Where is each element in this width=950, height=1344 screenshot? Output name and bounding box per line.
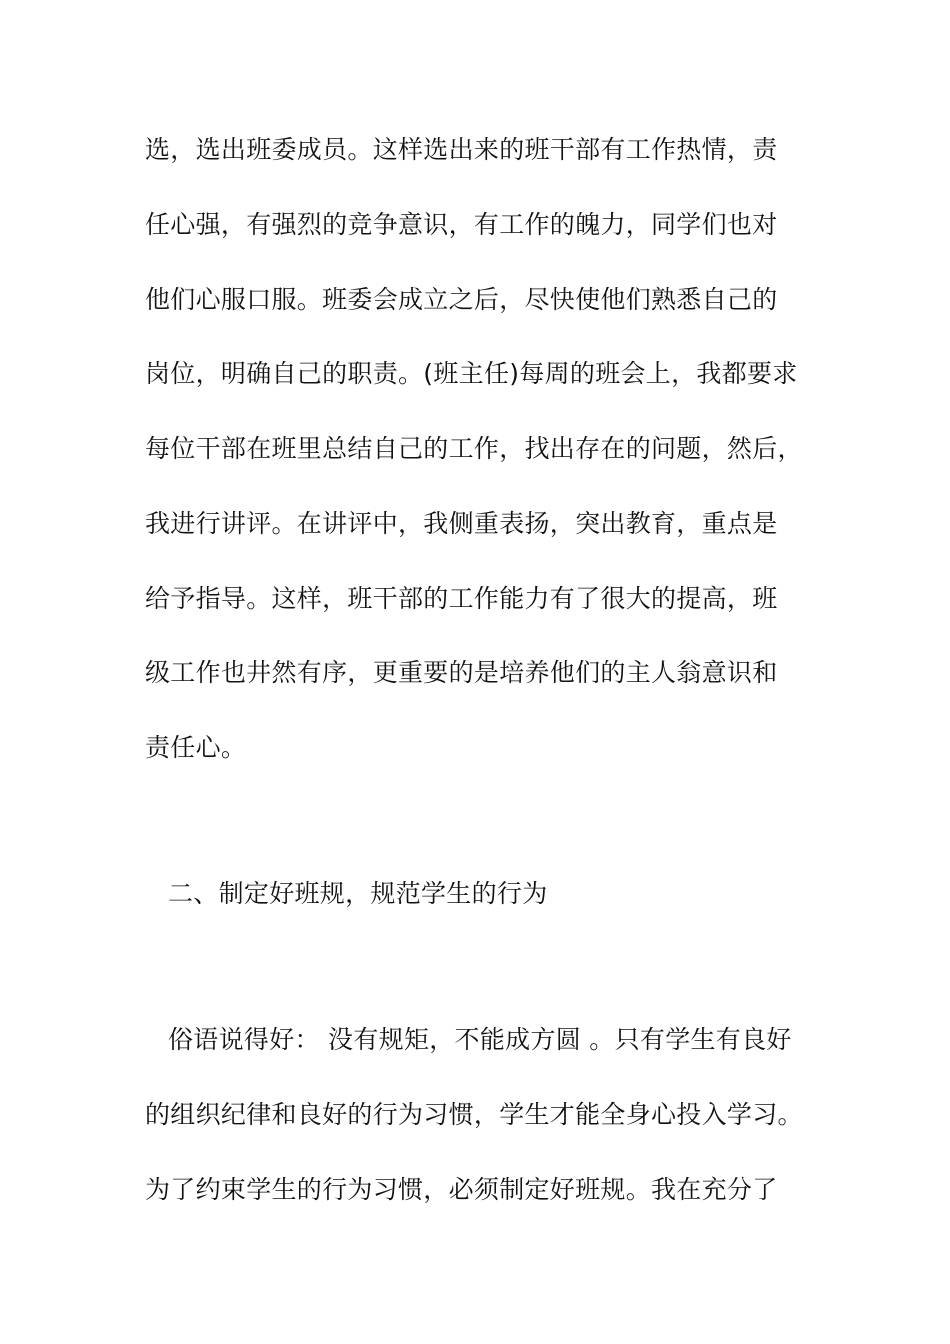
paragraph-line: 俗语说得好： 没有规矩，不能成方圆 。只有学生有良好 xyxy=(168,1025,792,1054)
section-heading: 二、制定好班规，规范学生的行为 xyxy=(168,879,548,908)
paragraph-line: 的组织纪律和良好的行为习惯，学生才能全身心投入学习。 xyxy=(145,1100,803,1129)
paragraph-line: 每位干部在班里总结自己的工作，找出存在的问题，然后， xyxy=(145,434,803,463)
paragraph-line: 为了约束学生的行为习惯，必须制定好班规。我在充分了 xyxy=(145,1175,778,1204)
paragraph-line: 级工作也井然有序，更重要的是培养他们的主人翁意识和 xyxy=(145,658,778,687)
paragraph-line: 责任心。 xyxy=(145,733,247,762)
paragraph-line: 我进行讲评。在讲评中，我侧重表扬，突出教育，重点是 xyxy=(145,509,778,538)
paragraph-line: 选，选出班委成员。这样选出来的班干部有工作热情，责 xyxy=(145,135,778,164)
paragraph-line: 岗位，明确自己的职责。(班主任)每周的班会上，我都要求 xyxy=(145,359,798,388)
paragraph-line: 他们心服口服。班委会成立之后，尽快使他们熟悉自己的 xyxy=(145,285,778,314)
paragraph-line: 给予指导。这样，班干部的工作能力有了很大的提高，班 xyxy=(145,584,778,613)
paragraph-line: 任心强，有强烈的竞争意识，有工作的魄力，同学们也对 xyxy=(145,210,778,239)
